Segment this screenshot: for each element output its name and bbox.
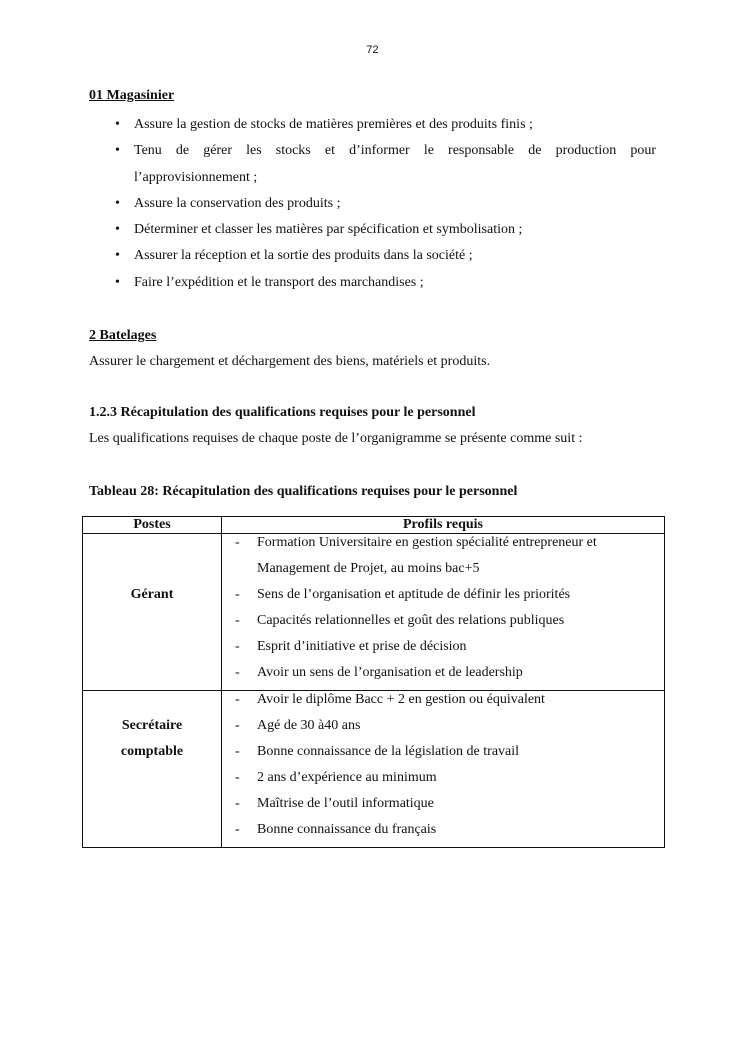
- list-item-text: Assurer la réception et la sortie des produits dans la société ;: [134, 248, 473, 264]
- bullet-icon: •: [115, 195, 120, 211]
- bullet-icon: •: [115, 248, 120, 264]
- list-item-text: Assure la gestion de stocks de matières premières et des produits finis ;: [134, 117, 533, 132]
- profils-cell: [222, 691, 665, 848]
- profil-text: Management de Projet, au moins bac+5: [257, 561, 480, 576]
- list-item-text: Assure la conservation des produits ;: [134, 195, 341, 211]
- profil-text: Sens de l’organisation et aptitude de définir les priorités: [257, 587, 571, 602]
- poste-label: Gérant: [130, 587, 174, 602]
- profil-item-continued: [222, 556, 664, 582]
- page-number: 72: [366, 44, 379, 56]
- profil-item: - 2 ans d’expérience au minimum: [235, 770, 437, 785]
- poste-cell: [83, 691, 222, 848]
- bullet-icon: •: [115, 222, 120, 238]
- profil-item: - Bonne connaissance de la législation de travail: [235, 744, 520, 759]
- profil-item: - Capacités relationnelles et goût des relations publiques: [235, 613, 565, 628]
- section-heading-batelages: 2 Batelages: [89, 328, 157, 343]
- poste-label: comptable: [120, 744, 184, 759]
- profil-text: Bonne connaissance du français: [257, 822, 437, 837]
- profil-item: - Formation Universitaire en gestion spécialité entrepreneur et: [235, 535, 597, 550]
- profil-text: Avoir le diplôme Bacc + 2 en gestion ou équivalent: [257, 692, 545, 707]
- profil-text: Esprit d’initiative et prise de décision: [257, 639, 467, 654]
- list-item: [89, 217, 656, 243]
- table-row: [83, 691, 665, 848]
- section-heading-recap: 1.2.3 Récapitulation des qualifications requises pour le personnel: [89, 405, 476, 420]
- list-item: [89, 191, 656, 217]
- batelages-text: Assurer le chargement et déchargement des biens, matériels et produits.: [89, 354, 491, 369]
- profil-text: Formation Universitaire en gestion spécialité entrepreneur et: [257, 535, 597, 550]
- list-item-text: Faire l’expédition et le transport des marchandises ;: [134, 274, 424, 290]
- column-header-postes: Postes: [83, 517, 222, 534]
- profil-item: - Esprit d’initiative et prise de décision: [235, 639, 467, 654]
- list-item: [89, 243, 656, 269]
- list-item: [89, 138, 656, 191]
- profil-item: - Avoir un sens de l’organisation et de leadership: [235, 665, 523, 680]
- profil-item: - Agé de 30 à40 ans: [235, 718, 361, 733]
- profil-text: 2 ans d’expérience au minimum: [257, 770, 437, 785]
- bullet-icon: •: [115, 274, 120, 290]
- poste-cell: [83, 534, 222, 691]
- list-item-text: l’approvisionnement ;: [134, 169, 258, 185]
- qualifications-table: [82, 516, 665, 848]
- profil-text: Avoir un sens de l’organisation et de leadership: [257, 665, 523, 680]
- bullet-icon: •: [115, 143, 120, 159]
- profils-cell: [222, 534, 665, 691]
- list-item-text: Tenu de gérer les stocks et d’informer le responsable de production pour: [134, 143, 656, 159]
- list-item: [89, 112, 656, 138]
- profil-text: Agé de 30 à40 ans: [257, 718, 361, 733]
- profil-item: - Avoir le diplôme Bacc + 2 en gestion ou équivalent: [235, 692, 545, 707]
- magasinier-task-list: [89, 112, 656, 296]
- poste-label: Secrétaire: [121, 718, 183, 733]
- list-item-text: Déterminer et classer les matières par spécification et symbolisation ;: [134, 222, 523, 238]
- profil-item: - Bonne connaissance du français: [235, 822, 437, 837]
- section-heading-magasinier: 01 Magasinier: [89, 88, 175, 103]
- profil-text: Bonne connaissance de la législation de travail: [257, 744, 520, 759]
- profil-text: Maîtrise de l’outil informatique: [257, 796, 434, 811]
- list-item: [89, 270, 656, 296]
- profil-item: - Maîtrise de l’outil informatique: [235, 796, 434, 811]
- bullet-icon: •: [115, 117, 120, 132]
- column-header-profils: Profils requis: [222, 517, 665, 534]
- table-row: [83, 534, 665, 691]
- profil-item: - Sens de l’organisation et aptitude de définir les priorités: [235, 587, 571, 602]
- table-caption: Tableau 28: Récapitulation des qualifications requises pour le personnel: [89, 484, 518, 499]
- recap-text: Les qualifications requises de chaque poste de l’organigramme se présente comme suit :: [89, 431, 583, 446]
- profil-text: Capacités relationnelles et goût des relations publiques: [257, 613, 565, 628]
